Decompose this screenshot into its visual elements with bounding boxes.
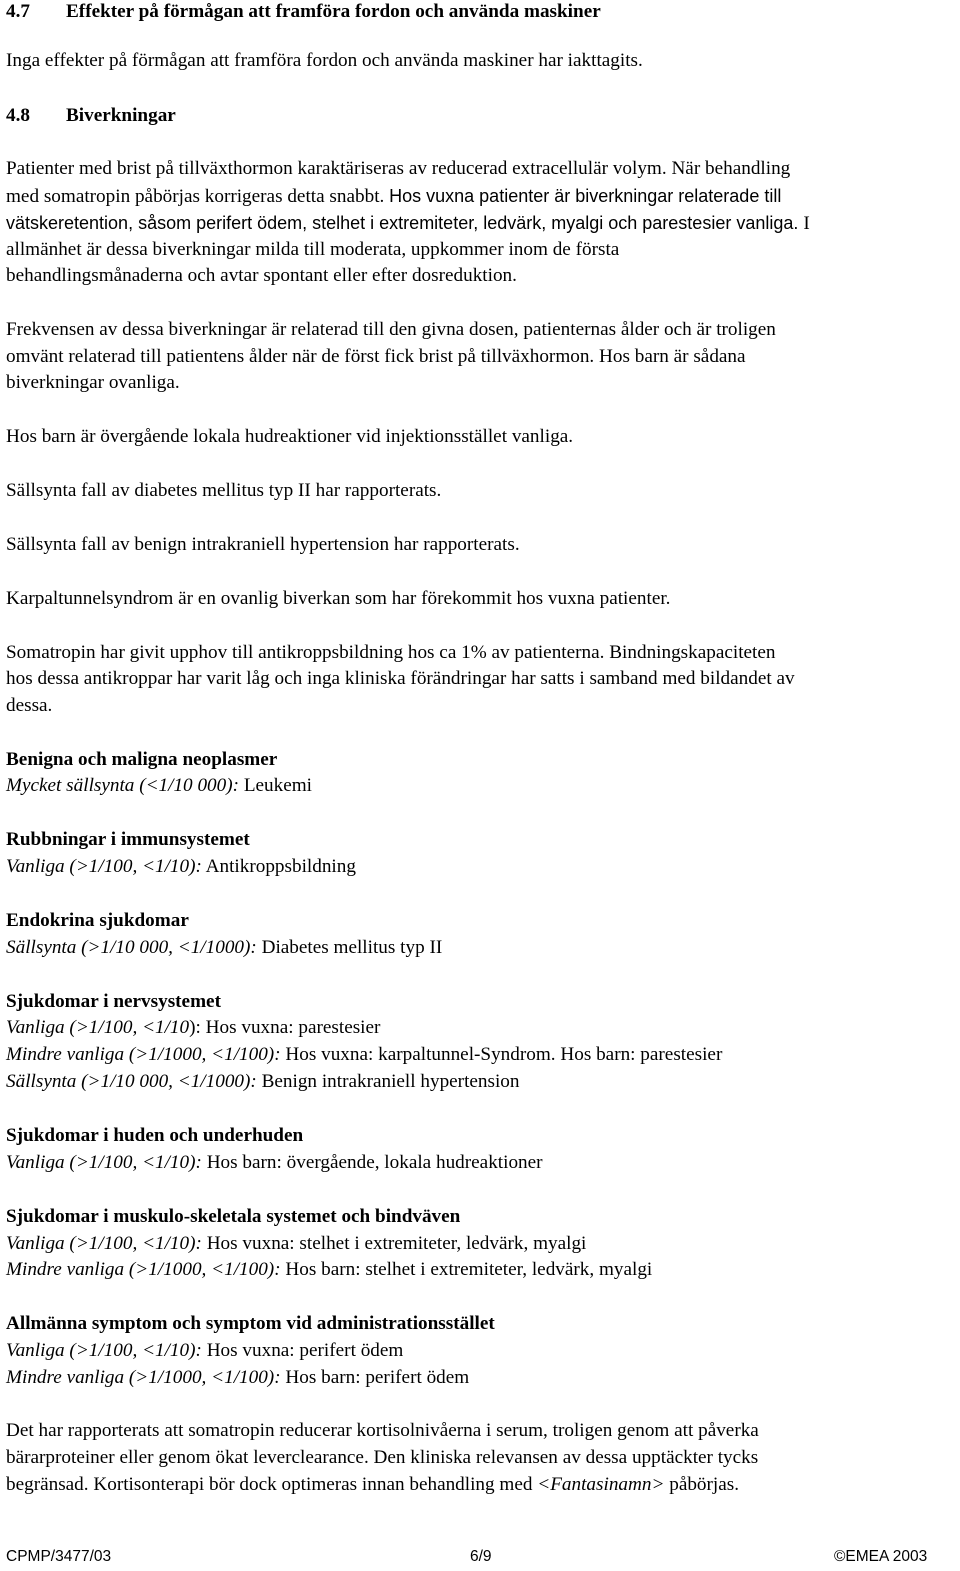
frequency-text: Hos vuxna: karpaltunnel-Syndrom. Hos barn: parestesier — [280, 1044, 723, 1065]
frequency-label: Vanliga (>1/100, <1/10): — [6, 856, 202, 877]
category-heading: Allmänna symptom och symptom vid administrationsstället — [6, 1313, 495, 1334]
paragraph-line: allmänhet är dessa biverkningar milda till moderata, uppkommer inom de första — [6, 239, 620, 260]
frequency-row — [6, 1043, 722, 1067]
frequency-row — [6, 1016, 380, 1040]
frequency-row — [6, 855, 356, 879]
paragraph-line: dessa. — [6, 695, 53, 716]
text-span: vätskeretention, såsom perifert ödem, stelhet i extremiteter, ledvärk, myalgi och parestesier vanliga. — [6, 213, 799, 233]
section-title: Biverkningar — [66, 105, 176, 126]
section-heading-4-8 — [6, 104, 176, 128]
copyright-icon: © — [834, 1548, 846, 1565]
paragraph-line: bärarproteiner eller genom ökat leverclearance. Den kliniska relevansen av dessa upptäckter tycks — [6, 1447, 759, 1468]
frequency-row — [6, 774, 312, 798]
frequency-row — [6, 1339, 403, 1363]
frequency-text: Hos vuxna: perifert ödem — [201, 1340, 404, 1361]
paragraph-line: behandlingsmånaderna och avtar spontant eller efter dosreduktion. — [6, 265, 517, 286]
frequency-text: Hos vuxna: stelhet i extremiteter, ledvärk, myalgi — [201, 1233, 587, 1254]
text-span: Hos vuxna patienter är biverkningar relaterade till — [389, 186, 782, 206]
text-span: begränsad. Kortisonterapi bör dock optimeras innan behandling med — [6, 1474, 538, 1495]
category-heading: Benigna och maligna neoplasmer — [6, 749, 278, 770]
frequency-text: Hos barn: stelhet i extremiteter, ledvärk, myalgi — [280, 1259, 653, 1280]
paragraph-line: hos dessa antikroppar har varit låg och inga kliniska förändringar har satts i samband med bildandet av — [6, 668, 795, 689]
text-span: Hos barn är sådana — [599, 346, 746, 367]
footer-document-id: CPMP/3477/03 — [6, 1548, 112, 1565]
frequency-text: Benign intrakraniell hypertension — [256, 1071, 520, 1092]
category-heading: Sjukdomar i nervsystemet — [6, 991, 221, 1012]
footer-page-number: 6/9 — [470, 1548, 492, 1565]
frequency-label: Sällsynta (>1/10 000, <1/1000): — [6, 937, 257, 958]
frequency-text: Hos barn: övergående, lokala hudreaktioner — [201, 1152, 543, 1173]
text-span: omvänt relaterad till patientens ålder när de först fick brist på tillväxhormon. — [6, 346, 595, 367]
frequency-label: Vanliga (>1/100, <1/10): — [6, 1233, 202, 1254]
frequency-label: Mindre vanliga (>1/1000, <1/100): — [6, 1259, 281, 1280]
text-span: Somatropin har givit upphov till antikroppsbildning hos ca 1% av patienterna. — [6, 642, 605, 663]
footer-copyright — [834, 1547, 927, 1567]
paragraph-line — [6, 184, 781, 209]
fantasinamn-placeholder: <Fantasinamn> — [537, 1474, 665, 1495]
frequency-text: ): Hos vuxna: parestesier — [189, 1017, 381, 1038]
section-number: 4.8 — [6, 105, 30, 126]
paragraph-line — [6, 211, 810, 236]
paragraph-line — [6, 1473, 739, 1497]
paragraph: Sällsynta fall av diabetes mellitus typ II har rapporterats. — [6, 480, 442, 501]
text-span: Bindningskapaciteten — [609, 642, 776, 663]
paragraph: Sällsynta fall av benign intrakraniell hypertension har rapporterats. — [6, 534, 520, 555]
text-span: med somatropin påbörjas korrigeras detta snabbt. — [6, 186, 385, 207]
frequency-row — [6, 1151, 543, 1175]
frequency-row — [6, 1366, 469, 1390]
frequency-text: Antikroppsbildning — [201, 856, 356, 877]
paragraph: Hos barn är övergående lokala hudreaktioner vid injektionsstället vanliga. — [6, 426, 574, 447]
category-heading: Endokrina sjukdomar — [6, 910, 189, 931]
paragraph: Inga effekter på förmågan att framföra fordon och använda maskiner har iakttagits. — [6, 50, 643, 71]
frequency-label: Mycket sällsynta (<1/10 000): — [6, 775, 240, 796]
frequency-text: Leukemi — [239, 775, 313, 796]
section-number: 4.7 — [6, 1, 30, 22]
section-title: Effekter på förmågan att framföra fordon och använda maskiner — [66, 1, 601, 22]
frequency-label: Mindre vanliga (>1/1000, <1/100): — [6, 1367, 281, 1388]
paragraph-line — [6, 641, 776, 665]
paragraph-line: Patienter med brist på tillväxthormon karaktäriseras av reducerad extracellulär volym. När behandling — [6, 158, 791, 179]
category-heading: Rubbningar i immunsystemet — [6, 829, 250, 850]
frequency-text: Hos barn: perifert ödem — [280, 1367, 470, 1388]
paragraph-line — [6, 345, 746, 369]
text-span: I — [803, 213, 810, 234]
frequency-label: Sällsynta (>1/10 000, <1/1000): — [6, 1071, 257, 1092]
frequency-row — [6, 1070, 520, 1094]
category-heading: Sjukdomar i huden och underhuden — [6, 1125, 304, 1146]
frequency-label: Vanliga (>1/100, <1/10): — [6, 1152, 202, 1173]
section-heading-4-7 — [6, 0, 601, 24]
frequency-row — [6, 1258, 652, 1282]
frequency-row — [6, 1232, 586, 1256]
text-span: påbörjas. — [664, 1474, 740, 1495]
category-heading: Sjukdomar i muskulo-skeletala systemet och bindväven — [6, 1206, 461, 1227]
frequency-label: Vanliga (>1/100, <1/10 — [6, 1017, 190, 1038]
frequency-label: Mindre vanliga (>1/1000, <1/100): — [6, 1044, 281, 1065]
paragraph-line: biverkningar ovanliga. — [6, 372, 180, 393]
frequency-text: Diabetes mellitus typ II — [256, 937, 443, 958]
footer-org: EMEA 2003 — [845, 1548, 928, 1565]
paragraph-line: Det har rapporterats att somatropin reducerar kortisolnivåerna i serum, troligen genom att påverka — [6, 1420, 759, 1441]
paragraph-line: Frekvensen av dessa biverkningar är relaterad till den givna dosen, patienternas ålder och är troligen — [6, 319, 776, 340]
frequency-label: Vanliga (>1/100, <1/10): — [6, 1340, 202, 1361]
paragraph: Karpaltunnelsyndrom är en ovanlig biverkan som har förekommit hos vuxna patienter. — [6, 588, 671, 609]
frequency-row — [6, 936, 442, 960]
